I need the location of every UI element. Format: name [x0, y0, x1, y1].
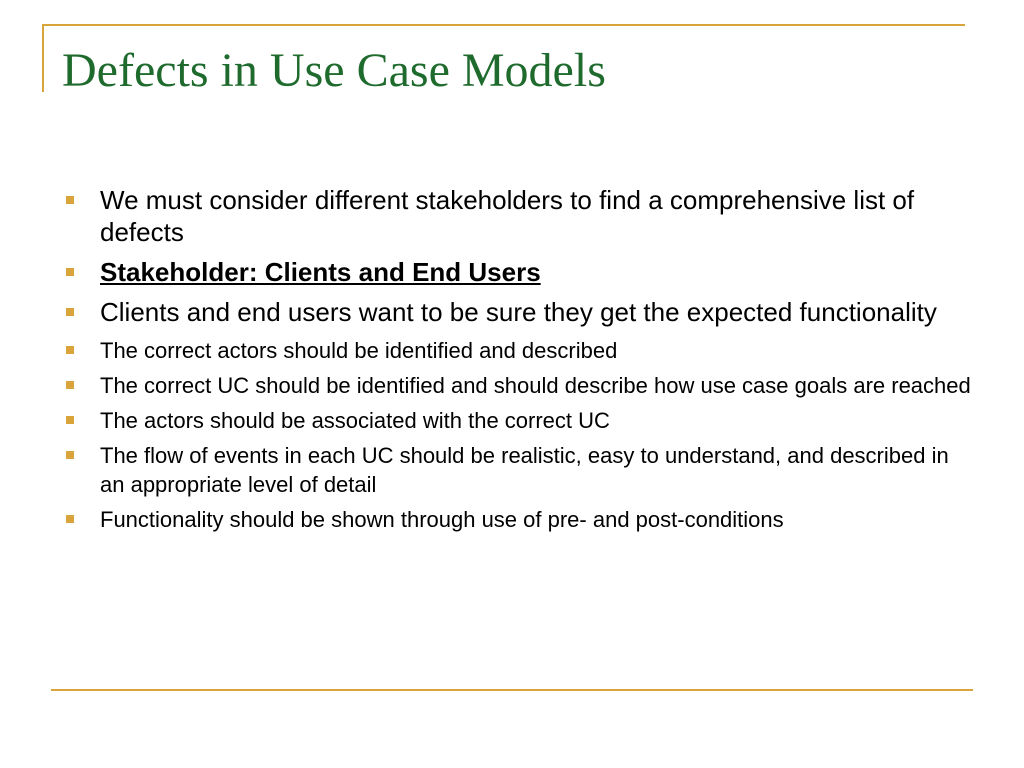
square-bullet-icon — [66, 451, 74, 459]
bullet-text-6: The actors should be associated with the correct UC — [100, 408, 610, 433]
square-bullet-icon — [66, 515, 74, 523]
top-rule — [42, 24, 965, 26]
bullet-item-7 — [62, 441, 972, 499]
square-bullet-icon — [66, 308, 74, 316]
bullet-item-5 — [62, 371, 972, 400]
square-bullet-icon — [66, 416, 74, 424]
bottom-rule — [51, 689, 973, 691]
bullet-list — [62, 184, 972, 540]
bullet-item-4 — [62, 336, 972, 365]
square-bullet-icon — [66, 196, 74, 204]
bullet-item-8 — [62, 505, 972, 534]
bullet-item-2 — [62, 256, 972, 288]
left-rule — [42, 24, 44, 92]
bullet-item-1 — [62, 184, 972, 248]
bullet-text-8: Functionality should be shown through use of pre- and post-conditions — [100, 507, 784, 532]
bullet-text-7: The flow of events in each UC should be realistic, easy to understand, and described in an appropriate level of detail — [100, 443, 949, 497]
square-bullet-icon — [66, 346, 74, 354]
bullet-item-6 — [62, 406, 972, 435]
bullet-text-3: Clients and end users want to be sure they get the expected functionality — [100, 297, 937, 327]
bullet-text-2: Stakeholder: Clients and End Users — [100, 257, 541, 287]
slide-title: Defects in Use Case Models — [62, 44, 606, 97]
square-bullet-icon — [66, 268, 74, 276]
bullet-text-1: We must consider different stakeholders to find a comprehensive list of defects — [100, 185, 915, 247]
bullet-item-3 — [62, 296, 972, 328]
square-bullet-icon — [66, 381, 74, 389]
bullet-text-5: The correct UC should be identified and should describe how use case goals are reached — [100, 373, 971, 398]
bullet-text-4: The correct actors should be identified and described — [100, 338, 618, 363]
